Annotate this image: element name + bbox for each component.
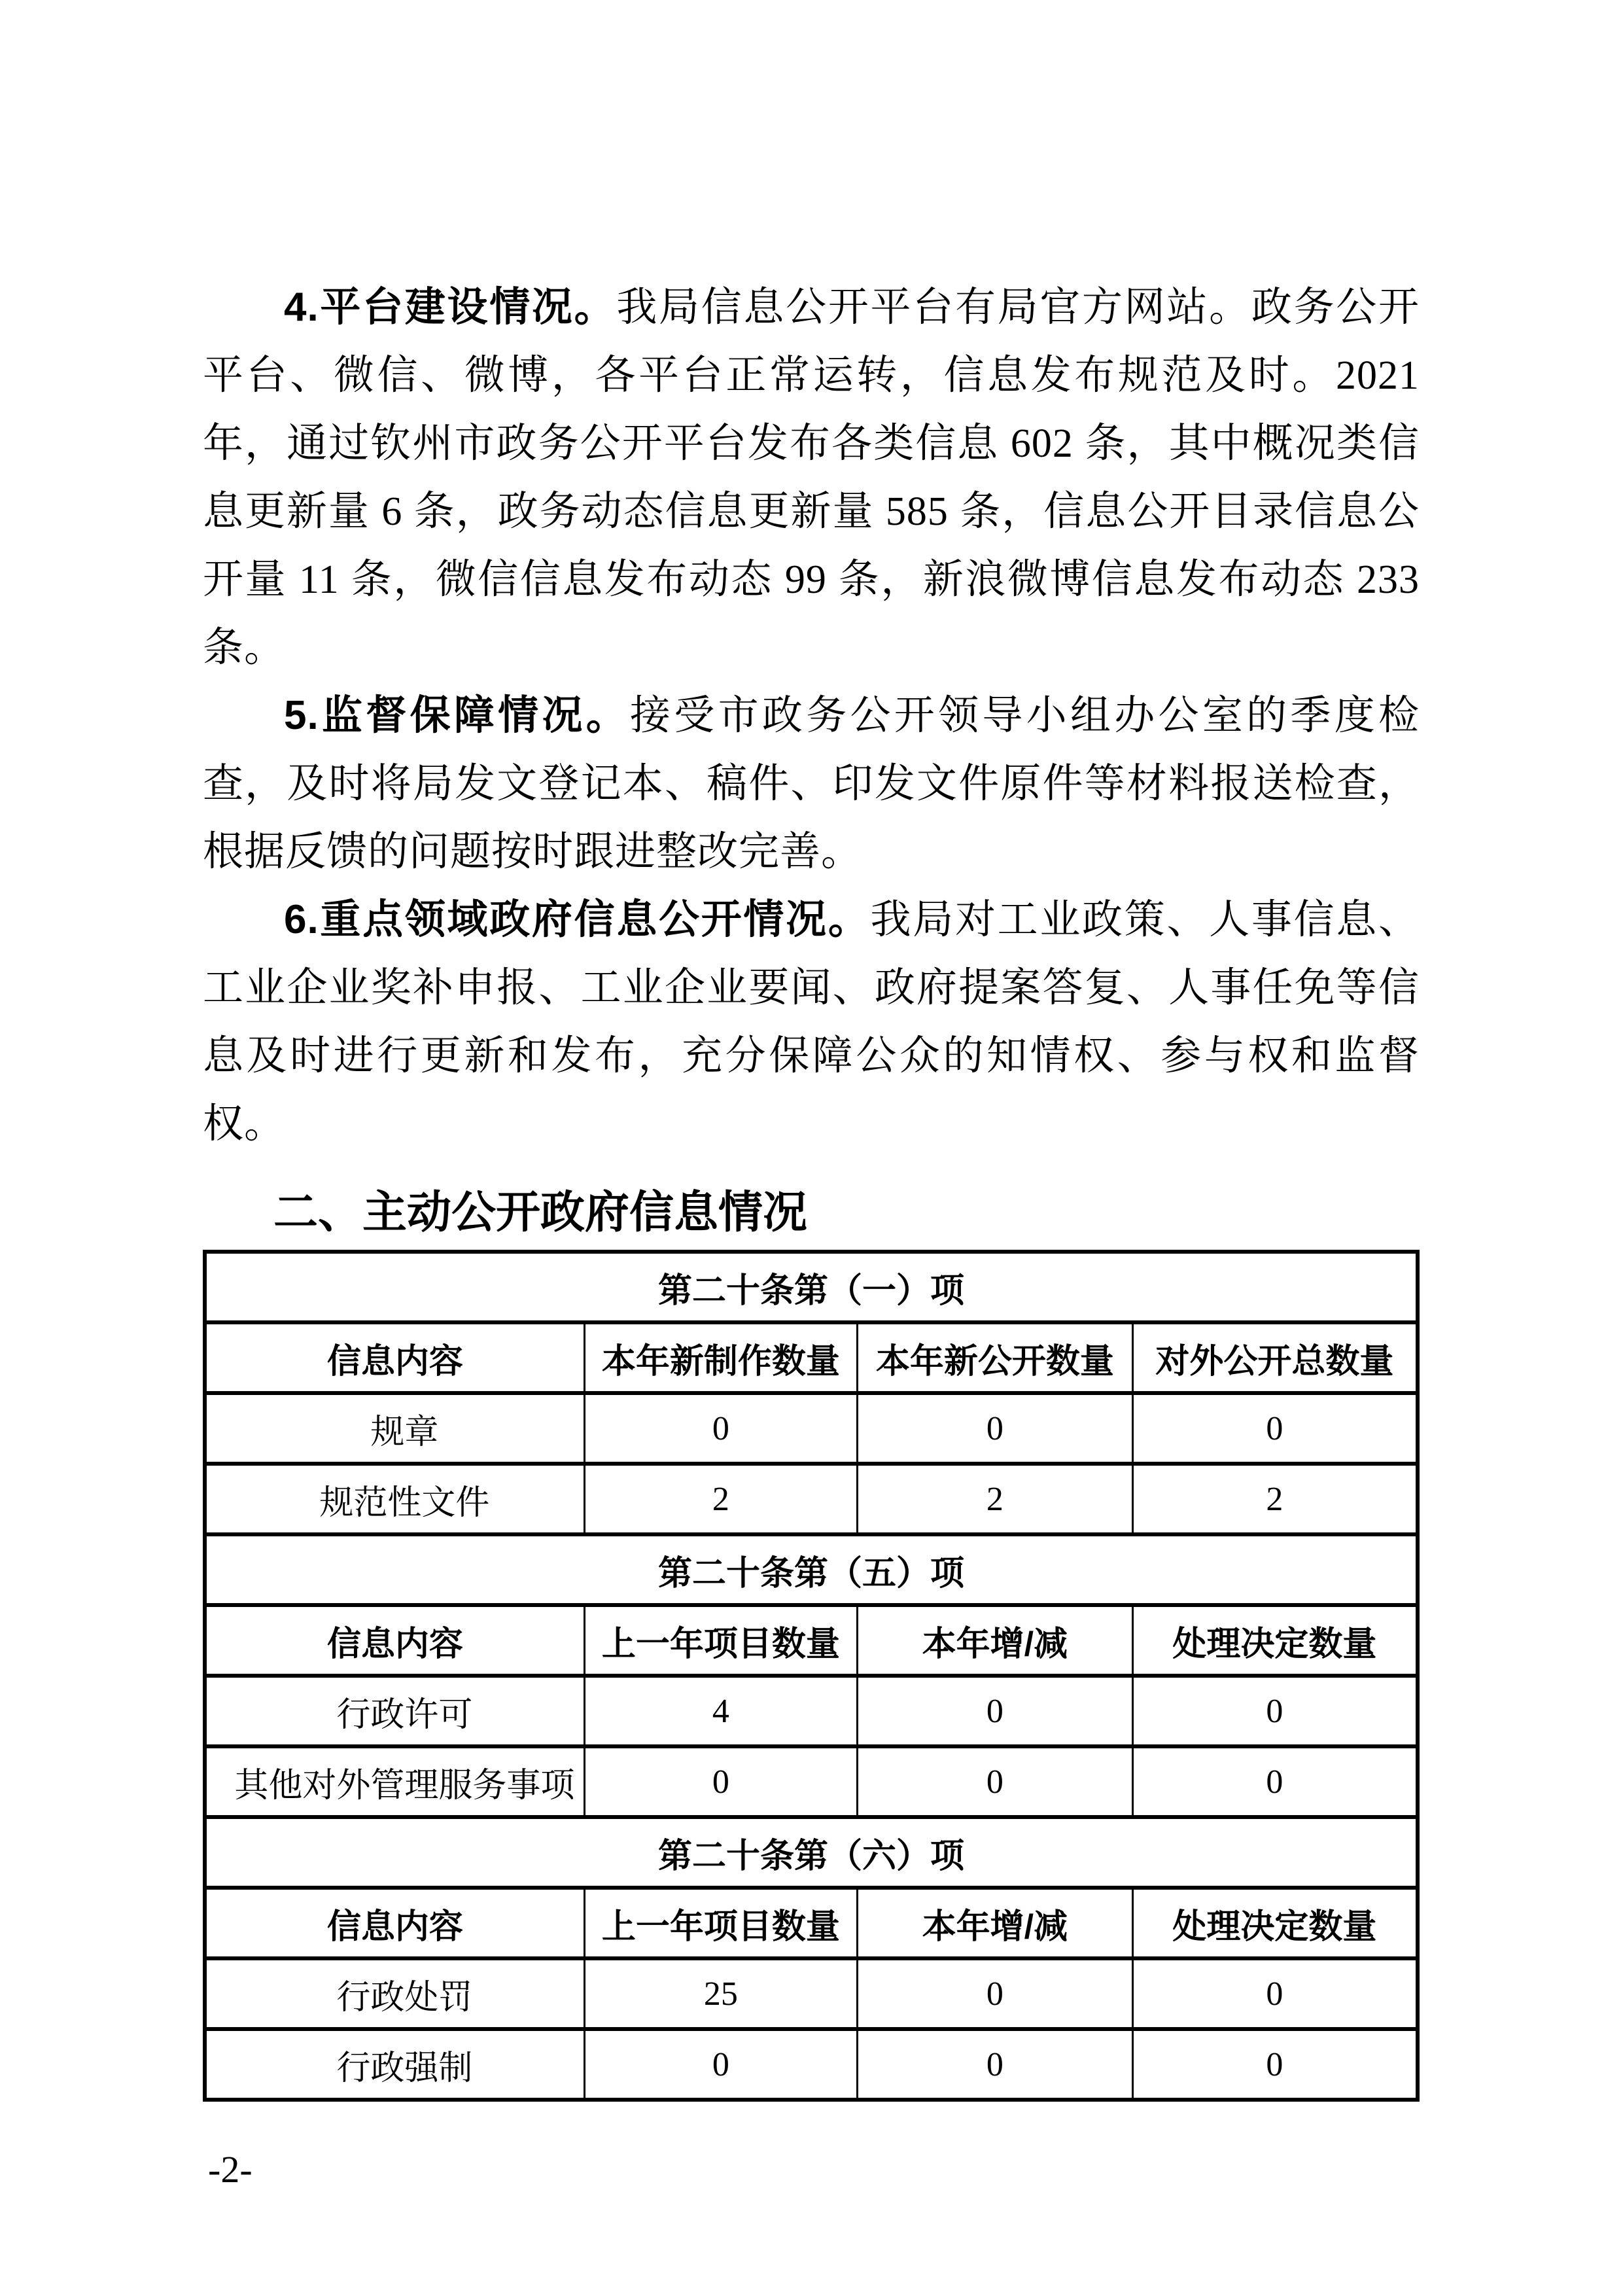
table-cell-value: 0	[1132, 1958, 1418, 2029]
table-section-title: 第二十条第（五）项	[205, 1534, 1418, 1605]
table-cell-value: 4	[584, 1676, 857, 1746]
table-cell-value: 0	[584, 1746, 857, 1817]
table-header-cell: 信息内容	[205, 1322, 584, 1393]
table-row	[205, 1958, 1418, 2029]
table-cell-category: 行政处罚	[205, 1958, 584, 2029]
table-header-cell: 处理决定数量	[1132, 1605, 1418, 1676]
document-content	[203, 274, 1420, 2102]
paragraph-text: 接受市政务公开领导小组办公室的季度检查，及时将局发文登记本、稿件、印发文件原件等材料报送检查，根据反馈的问题按时跟进整改完善。	[203, 694, 1420, 874]
table-row	[205, 1676, 1418, 1746]
table-cell-value: 0	[857, 1676, 1132, 1746]
page-number: -2-	[208, 2148, 253, 2191]
table-cell-value: 0	[1132, 1746, 1418, 1817]
paragraph-label: 4.平台建设情况。	[284, 285, 617, 330]
table-cell-value: 2	[857, 1464, 1132, 1534]
table-cell-value: 0	[857, 2029, 1132, 2100]
table-cell-category: 行政许可	[205, 1676, 584, 1746]
table-section-title: 第二十条第（一）项	[205, 1252, 1418, 1322]
table-header-cell: 信息内容	[205, 1605, 584, 1676]
table-header-row	[205, 1322, 1418, 1393]
paragraph-supervision-guarantee	[203, 682, 1420, 886]
table-header-cell: 上一年项目数量	[584, 1888, 857, 1958]
table-cell-value: 0	[1132, 1676, 1418, 1746]
table-header-cell: 信息内容	[205, 1888, 584, 1958]
section-heading-proactive-disclosure: 二、主动公开政府信息情况	[273, 1188, 808, 1237]
table-cell-value: 0	[857, 1746, 1132, 1817]
paragraph-label: 5.监督保障情况。	[284, 693, 631, 738]
table-header-cell: 本年增/减	[857, 1888, 1132, 1958]
table-row	[205, 1393, 1418, 1464]
table-cell-value: 0	[584, 2029, 857, 2100]
table-header-cell: 上一年项目数量	[584, 1605, 857, 1676]
table-cell-value: 25	[584, 1958, 857, 2029]
paragraph-key-areas-disclosure	[203, 886, 1420, 1158]
table-row	[205, 2029, 1418, 2100]
table-cell-category: 其他对外管理服务事项	[205, 1746, 584, 1817]
table-cell-value: 0	[1132, 1393, 1418, 1464]
paragraph-platform-construction	[203, 274, 1420, 682]
paragraph-text: 我局信息公开平台有局官方网站。政务公开平台、微信、微博，各平台正常运转，信息发布规范及时。2021 年，通过钦州市政务公开平台发布各类信息 602 条，其中概况类信息更新量 6 条，政务动态信息更新量 585 条，信息公开目录信息公开量 11 条，微信信息发布动态 99 条，新浪微博信息发布动态 233 条。	[203, 285, 1420, 670]
table-row	[205, 1746, 1418, 1817]
paragraph-text: 我局对工业政策、人事信息、工业企业奖补申报、工业企业要闻、政府提案答复、人事任免等信息及时进行更新和发布，充分保障公众的知情权、参与权和监督权。	[203, 898, 1420, 1146]
table-cell-value: 0	[857, 1958, 1132, 2029]
table-header-cell: 处理决定数量	[1132, 1888, 1418, 1958]
disclosure-statistics-table	[203, 1250, 1420, 2102]
table-cell-category: 规范性文件	[205, 1464, 584, 1534]
table-cell-value: 0	[584, 1393, 857, 1464]
table-header-row	[205, 1605, 1418, 1676]
table-cell-category: 行政强制	[205, 2029, 584, 2100]
table-header-cell: 本年新制作数量	[584, 1322, 857, 1393]
table-section-title: 第二十条第（六）项	[205, 1817, 1418, 1888]
table-cell-value: 0	[857, 1393, 1132, 1464]
table-header-row	[205, 1888, 1418, 1958]
table-row	[205, 1464, 1418, 1534]
table-header-cell: 本年增/减	[857, 1605, 1132, 1676]
table-section-row	[205, 1534, 1418, 1605]
paragraph-label: 6.重点领域政府信息公开情况。	[284, 897, 871, 942]
table-header-cell: 本年新公开数量	[857, 1322, 1132, 1393]
table-cell-value: 2	[584, 1464, 857, 1534]
table-section-row	[205, 1252, 1418, 1322]
table-section-row	[205, 1817, 1418, 1888]
table-cell-value: 0	[1132, 2029, 1418, 2100]
table-cell-category: 规章	[205, 1393, 584, 1464]
table-cell-value: 2	[1132, 1464, 1418, 1534]
table-header-cell: 对外公开总数量	[1132, 1322, 1418, 1393]
